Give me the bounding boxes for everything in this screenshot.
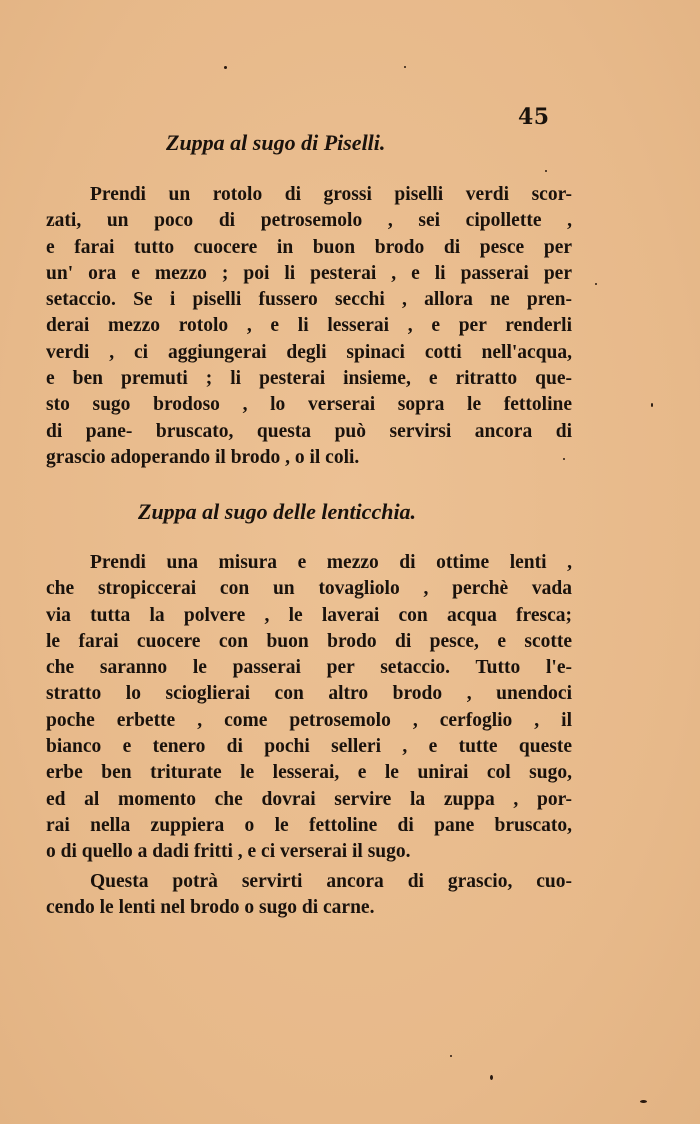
text-line: verdi , ci aggiungerai degli spinaci cotti nell'acqua, <box>46 341 572 363</box>
scan-speck <box>640 1100 647 1103</box>
text-line: e ben premuti ; li pesterai insieme, e ritratto que- <box>46 368 572 390</box>
text-line: Prendi una misura e mezzo di ottime lenti , <box>90 552 572 573</box>
text-line: rai nella zuppiera o le fettoline di pane bruscato, <box>46 814 572 836</box>
scan-speck <box>450 1055 452 1057</box>
page-number: 45 <box>518 104 550 130</box>
text-line: le farai cuocere con buon brodo di pesce, e scotte <box>46 630 572 652</box>
text-line: stratto lo scioglierai con altro brodo , unendoci <box>46 683 572 705</box>
text-line: setaccio. Se i piselli fussero secchi , allora ne pren- <box>46 289 572 311</box>
recipe-title-lentil-soup: Zuppa al sugo delle lenticchia. <box>138 499 417 524</box>
text-line: grascio adoperando il brodo , o il coli. <box>46 446 360 468</box>
text-line: un' ora e mezzo ; poi li pesterai , e li passerai per <box>46 262 572 284</box>
text-line: poche erbette , come petrosemolo , cerfoglio , il <box>46 709 572 731</box>
text-line: che saranno le passerai per setaccio. Tutto l'e- <box>46 657 572 679</box>
scan-speck <box>545 170 547 172</box>
scan-speck <box>595 283 597 285</box>
text-line: zati, un poco di petrosemolo , sei cipollette , <box>46 210 572 232</box>
text-line: ed al momento che dovrai servire la zuppa , por- <box>46 788 572 810</box>
text-line: derai mezzo rotolo , e li lesserai , e per renderli <box>46 315 572 337</box>
recipe-body-lentil-soup <box>46 550 572 866</box>
recipe-note-lentil-soup <box>46 869 572 922</box>
text-line: Questa potrà servirti ancora di grascio, cuo- <box>90 871 572 892</box>
text-line: cendo le lenti nel brodo o sugo di carne. <box>46 897 375 919</box>
text-line: via tutta la polvere , le laverai con acqua fresca; <box>46 604 572 626</box>
scan-speck <box>563 458 565 460</box>
text-line: e farai tutto cuocere in buon brodo di pesce per <box>46 236 572 258</box>
scan-speck <box>224 66 227 69</box>
text-line: Prendi un rotolo di grossi piselli verdi scor- <box>90 184 572 205</box>
text-line: erbe ben triturate le lesserai, e le unirai col sugo, <box>46 762 572 784</box>
recipe-title-pea-soup: Zuppa al sugo di Piselli. <box>166 130 386 155</box>
scan-speck <box>490 1075 493 1080</box>
text-line: sto sugo brodoso , lo verserai sopra le fettoline <box>46 394 572 416</box>
text-line: che stropiccerai con un tovagliolo , perchè vada <box>46 578 572 600</box>
scan-speck <box>404 66 406 68</box>
recipe-body-pea-soup <box>46 182 572 471</box>
scan-speck <box>651 403 653 407</box>
text-line: di pane- bruscato, questa può servirsi ancora di <box>46 420 572 442</box>
text-line: bianco e tenero di pochi selleri , e tutte queste <box>46 736 572 758</box>
text-line: o di quello a dadi fritti , e ci verserai il sugo. <box>46 841 411 863</box>
